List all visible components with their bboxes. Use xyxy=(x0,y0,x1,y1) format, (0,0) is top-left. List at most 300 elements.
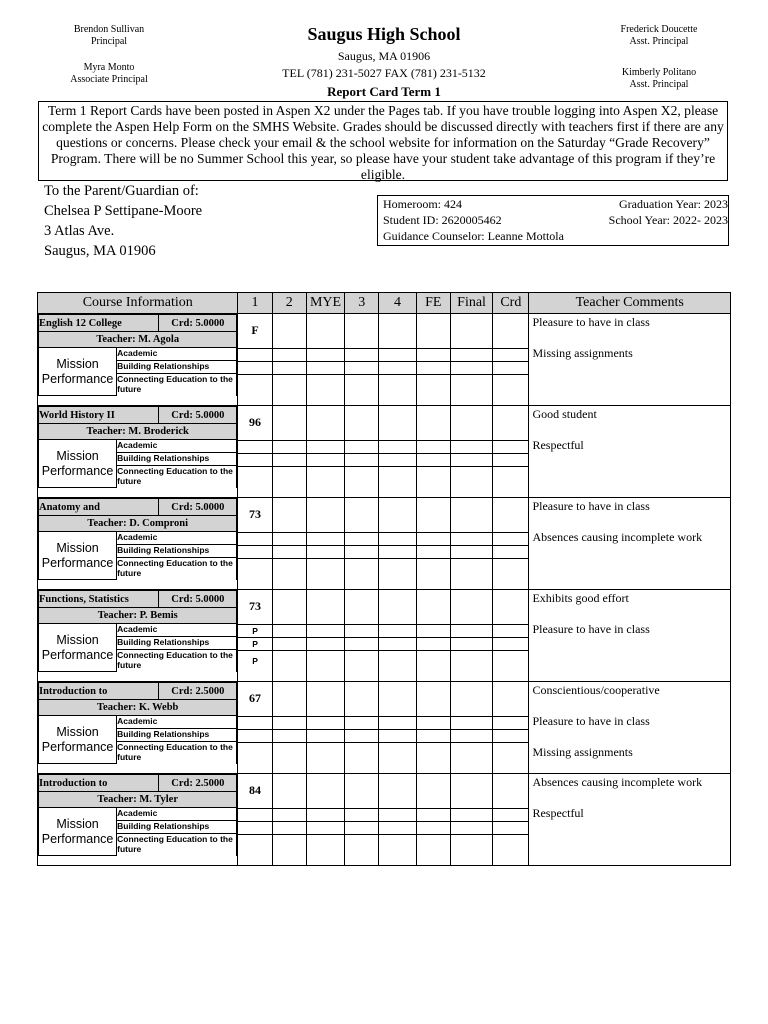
course-info-cell xyxy=(38,682,238,774)
grade-cell xyxy=(416,590,450,682)
mission-relationships-value xyxy=(273,637,306,650)
domain-building-relationships: Building Relationships xyxy=(117,637,237,650)
official-name: Frederick Doucette xyxy=(620,24,698,35)
mission-connecting-value xyxy=(273,742,306,764)
grade-cell xyxy=(379,774,416,866)
grade-cell xyxy=(306,406,344,498)
column-header: Course Information xyxy=(38,293,238,314)
mission-academic-value xyxy=(379,348,415,361)
course-credits: Crd: 2.5000 xyxy=(159,775,237,792)
mission-relationships-value xyxy=(238,453,271,466)
mission-relationships-value xyxy=(493,637,528,650)
grade-value xyxy=(307,498,344,532)
grade-value xyxy=(379,406,415,440)
grade-cell xyxy=(493,774,529,866)
mission-connecting-value xyxy=(451,466,492,488)
course-teacher: Teacher: M. Tyler xyxy=(39,792,237,808)
grade-value xyxy=(451,406,492,440)
school-year: School Year: 2022- 2023 xyxy=(608,213,728,227)
course-name: Anatomy and xyxy=(39,499,159,516)
mission-connecting-value xyxy=(238,374,271,396)
mission-relationships-value xyxy=(379,821,415,834)
official-name: Myra Monto xyxy=(83,62,135,73)
grade-cell xyxy=(493,314,529,406)
grade-value xyxy=(345,774,378,808)
teacher-comment: Respectful xyxy=(532,806,584,820)
course-teacher: Teacher: D. Comproni xyxy=(39,516,237,532)
mission-academic-value xyxy=(273,716,306,729)
mission-connecting-value xyxy=(417,466,450,488)
course-row xyxy=(38,774,731,866)
course-credits: Crd: 2.5000 xyxy=(159,683,237,700)
principal-block xyxy=(54,24,164,48)
column-header: Crd xyxy=(493,293,529,314)
grade-value: 84 xyxy=(238,774,271,808)
mission-relationships-value xyxy=(238,729,271,742)
course-credits: Crd: 5.0000 xyxy=(159,499,237,516)
course-teacher: Teacher: P. Bemis xyxy=(39,608,237,624)
column-header: MYE xyxy=(306,293,344,314)
mission-academic-value xyxy=(379,440,415,453)
grade-value xyxy=(451,774,492,808)
mission-relationships-value xyxy=(417,729,450,742)
grade-cell xyxy=(493,498,529,590)
mission-connecting-value xyxy=(379,650,415,672)
mission-academic-value xyxy=(238,440,271,453)
student-id: Student ID: 2620005462 xyxy=(383,213,502,227)
domain-connecting-education: Connecting Education to the future xyxy=(117,374,237,396)
guidance-counselor: Guidance Counselor: Leanne Mottola xyxy=(383,229,564,243)
mission-academic-value xyxy=(307,532,344,545)
mission-connecting-value xyxy=(345,466,378,488)
mission-connecting-value xyxy=(379,558,415,580)
mission-connecting-value xyxy=(451,834,492,856)
official-name: Brendon Sullivan xyxy=(73,24,145,35)
mission-relationships-value xyxy=(379,545,415,558)
mission-relationships-value xyxy=(451,545,492,558)
mission-relationships-value xyxy=(493,545,528,558)
mission-connecting-value xyxy=(451,374,492,396)
course-row xyxy=(38,590,731,682)
city-address: Saugus, MA 01906 xyxy=(44,243,156,259)
teacher-comments-cell xyxy=(529,498,731,590)
mission-connecting-value xyxy=(493,742,528,764)
mission-relationships-value xyxy=(273,545,306,558)
column-header: 1 xyxy=(238,293,272,314)
teacher-comments-cell xyxy=(529,590,731,682)
course-info-cell xyxy=(38,774,238,866)
course-row xyxy=(38,406,731,498)
teacher-comments-cell xyxy=(529,682,731,774)
mission-relationships-value xyxy=(417,637,450,650)
grade-value xyxy=(307,314,344,348)
column-header: 4 xyxy=(379,293,416,314)
mission-relationships-value xyxy=(379,729,415,742)
mission-academic-value xyxy=(417,624,450,637)
grade-cell xyxy=(272,498,306,590)
course-info-cell xyxy=(38,314,238,406)
course-credits: Crd: 5.0000 xyxy=(159,407,237,424)
domain-academic: Academic xyxy=(117,716,237,729)
grade-value xyxy=(417,682,450,716)
grade-cell xyxy=(450,406,492,498)
mission-connecting-value xyxy=(307,466,344,488)
mission-academic-value xyxy=(273,348,306,361)
mission-academic-value xyxy=(379,808,415,821)
grade-value xyxy=(345,682,378,716)
grade-value xyxy=(307,590,344,624)
mission-connecting-value xyxy=(273,466,306,488)
mission-relationships-value xyxy=(273,453,306,466)
mission-academic-value xyxy=(379,532,415,545)
mission-relationships-value xyxy=(238,545,271,558)
mission-academic-value xyxy=(345,532,378,545)
grade-value xyxy=(273,406,306,440)
school-phone-fax: TEL (781) 231-5027 FAX (781) 231-5132 xyxy=(282,66,486,80)
grade-cell xyxy=(345,774,379,866)
course-row xyxy=(38,314,731,406)
grade-cell xyxy=(450,314,492,406)
mission-academic-value xyxy=(493,716,528,729)
mission-connecting-value xyxy=(493,558,528,580)
mission-relationships-value xyxy=(345,453,378,466)
teacher-comment: Pleasure to have in class xyxy=(532,499,650,513)
mission-relationships-value xyxy=(379,453,415,466)
mission-academic-value xyxy=(451,532,492,545)
mission-relationships-value xyxy=(307,361,344,374)
mission-relationships-value xyxy=(345,821,378,834)
grade-value xyxy=(379,498,415,532)
teacher-comment: Exhibits good effort xyxy=(532,591,629,605)
domain-academic: Academic xyxy=(117,532,237,545)
student-info-box xyxy=(377,195,729,246)
course-info-cell xyxy=(38,498,238,590)
course-name: World History II xyxy=(39,407,159,424)
mission-connecting-value xyxy=(417,374,450,396)
grade-cell xyxy=(379,406,416,498)
grade-cell xyxy=(345,406,379,498)
course-name: Functions, Statistics xyxy=(39,591,159,608)
graduation-year: Graduation Year: 2023 xyxy=(619,197,728,211)
teacher-comment: Absences causing incomplete work xyxy=(532,530,703,544)
mission-academic-value xyxy=(345,624,378,637)
homeroom: Homeroom: 424 xyxy=(383,197,462,211)
street-address: 3 Atlas Ave. xyxy=(44,223,115,239)
grade-value xyxy=(417,406,450,440)
teacher-comment: Respectful xyxy=(532,438,584,452)
mission-academic-value xyxy=(273,440,306,453)
grade-cell xyxy=(493,682,529,774)
table-header-row xyxy=(38,293,731,314)
grade-cell xyxy=(493,406,529,498)
grade-cell xyxy=(379,314,416,406)
mission-academic-value xyxy=(307,440,344,453)
mission-connecting-value xyxy=(493,650,528,672)
mission-relationships-value xyxy=(238,361,271,374)
mission-academic-value xyxy=(493,348,528,361)
mission-relationships-value xyxy=(307,637,344,650)
grades-table xyxy=(37,292,731,866)
mission-academic-value xyxy=(417,716,450,729)
mission-academic-value xyxy=(451,624,492,637)
grade-value xyxy=(493,314,528,348)
grade-cell xyxy=(345,682,379,774)
teacher-comment: Pleasure to have in class xyxy=(532,315,650,329)
grade-value xyxy=(273,682,306,716)
mission-relationships-value xyxy=(493,821,528,834)
associate-principal-block xyxy=(54,62,164,86)
grade-cell xyxy=(306,314,344,406)
column-header: Teacher Comments xyxy=(529,293,731,314)
mission-academic-value xyxy=(345,808,378,821)
column-header: FE xyxy=(416,293,450,314)
grade-value xyxy=(345,406,378,440)
grade-cell xyxy=(345,314,379,406)
mission-academic-value xyxy=(307,624,344,637)
mission-connecting-value xyxy=(379,466,415,488)
grade-value xyxy=(345,590,378,624)
mission-connecting-value xyxy=(307,742,344,764)
mission-relationships-value xyxy=(345,637,378,650)
mission-connecting-value xyxy=(273,834,306,856)
mission-relationships-value xyxy=(493,453,528,466)
mission-connecting-value xyxy=(273,374,306,396)
teacher-comments-cell xyxy=(529,406,731,498)
grade-value xyxy=(451,590,492,624)
course-info-cell xyxy=(38,590,238,682)
mission-relationships-value xyxy=(307,729,344,742)
grade-cell xyxy=(450,774,492,866)
grade-cell xyxy=(416,314,450,406)
mission-academic-value xyxy=(451,716,492,729)
official-name: Kimberly Politano xyxy=(621,67,697,78)
mission-connecting-value xyxy=(345,558,378,580)
course-credits: Crd: 5.0000 xyxy=(159,315,237,332)
mission-academic-value xyxy=(417,440,450,453)
grade-cell xyxy=(272,590,306,682)
mission-connecting-value xyxy=(379,374,415,396)
mission-connecting-value xyxy=(451,558,492,580)
grade-cell xyxy=(306,498,344,590)
mission-relationships-value xyxy=(273,361,306,374)
teacher-comment: Good student xyxy=(532,407,597,421)
mission-relationships-value xyxy=(451,361,492,374)
mission-relationships-value xyxy=(417,361,450,374)
grade-cell xyxy=(379,590,416,682)
grade-value xyxy=(273,590,306,624)
mission-relationships-value xyxy=(273,821,306,834)
mission-academic-value xyxy=(493,624,528,637)
grade-value xyxy=(345,498,378,532)
mission-academic-value: P xyxy=(238,624,271,637)
mission-academic-value xyxy=(379,624,415,637)
official-title: Associate Principal xyxy=(70,74,148,85)
mission-performance-label: Mission Performance xyxy=(39,440,117,488)
mission-relationships-value xyxy=(417,821,450,834)
mission-connecting-value xyxy=(379,834,415,856)
grade-value: F xyxy=(238,314,271,348)
mission-academic-value xyxy=(307,348,344,361)
grade-cell xyxy=(306,774,344,866)
teacher-comment: Pleasure to have in class xyxy=(532,714,650,728)
mission-connecting-value xyxy=(493,374,528,396)
grade-cell xyxy=(238,682,272,774)
mission-relationships-value xyxy=(345,545,378,558)
official-title: Asst. Principal xyxy=(629,79,689,90)
grade-cell xyxy=(379,498,416,590)
mission-connecting-value xyxy=(238,742,271,764)
grade-cell xyxy=(379,682,416,774)
mission-academic-value xyxy=(451,348,492,361)
column-header: Final xyxy=(450,293,492,314)
domain-building-relationships: Building Relationships xyxy=(117,361,237,374)
mission-connecting-value xyxy=(238,558,271,580)
mission-performance-label: Mission Performance xyxy=(39,532,117,580)
grade-value: 96 xyxy=(238,406,271,440)
mission-academic-value xyxy=(379,716,415,729)
mission-connecting-value xyxy=(345,374,378,396)
school-name: Saugus High School xyxy=(307,24,461,44)
asst-principal-block-2 xyxy=(604,67,714,91)
mission-relationships-value xyxy=(345,361,378,374)
grade-value xyxy=(345,314,378,348)
column-header: 3 xyxy=(345,293,379,314)
grade-cell xyxy=(272,682,306,774)
domain-academic: Academic xyxy=(117,624,237,637)
column-header: 2 xyxy=(272,293,306,314)
mission-relationships-value xyxy=(307,545,344,558)
grade-cell xyxy=(306,682,344,774)
mission-connecting-value xyxy=(451,742,492,764)
grade-value xyxy=(307,406,344,440)
grade-cell xyxy=(450,590,492,682)
mission-relationships-value xyxy=(417,453,450,466)
mission-relationships-value xyxy=(417,545,450,558)
mission-relationships-value xyxy=(493,729,528,742)
mission-connecting-value xyxy=(307,834,344,856)
mission-relationships-value xyxy=(451,729,492,742)
mission-academic-value xyxy=(238,808,271,821)
grade-value xyxy=(273,498,306,532)
course-credits: Crd: 5.0000 xyxy=(159,591,237,608)
official-title: Principal xyxy=(90,36,128,47)
grade-cell xyxy=(238,590,272,682)
mission-connecting-value xyxy=(379,742,415,764)
official-title: Asst. Principal xyxy=(629,36,689,47)
mission-relationships-value xyxy=(345,729,378,742)
grade-value xyxy=(417,590,450,624)
course-teacher: Teacher: M. Broderick xyxy=(39,424,237,440)
mission-academic-value xyxy=(493,532,528,545)
mission-academic-value xyxy=(417,348,450,361)
grade-value: 73 xyxy=(238,590,271,624)
mission-relationships-value xyxy=(307,821,344,834)
mission-connecting-value xyxy=(417,742,450,764)
mission-connecting-value xyxy=(493,834,528,856)
grade-cell xyxy=(450,682,492,774)
mission-academic-value xyxy=(307,808,344,821)
grade-value xyxy=(307,682,344,716)
grade-cell xyxy=(416,498,450,590)
mission-academic-value xyxy=(238,532,271,545)
grade-cell xyxy=(345,590,379,682)
grade-value xyxy=(493,406,528,440)
grade-value xyxy=(417,498,450,532)
mission-academic-value xyxy=(493,440,528,453)
domain-connecting-education: Connecting Education to the future xyxy=(117,558,237,580)
to-label: To the Parent/Guardian of: xyxy=(44,183,199,199)
mission-academic-value xyxy=(451,440,492,453)
mission-connecting-value xyxy=(238,834,271,856)
mission-connecting-value xyxy=(417,834,450,856)
mission-academic-value xyxy=(345,716,378,729)
mission-connecting-value xyxy=(307,558,344,580)
asst-principal-block-1 xyxy=(604,24,714,48)
mission-connecting-value xyxy=(417,650,450,672)
domain-connecting-education: Connecting Education to the future xyxy=(117,466,237,488)
grade-cell xyxy=(416,682,450,774)
mission-performance-label: Mission Performance xyxy=(39,808,117,856)
domain-academic: Academic xyxy=(117,808,237,821)
mission-relationships-value xyxy=(451,453,492,466)
mission-connecting-value: P xyxy=(252,656,258,667)
course-name: Introduction to xyxy=(39,683,159,700)
mission-connecting-value xyxy=(345,742,378,764)
grade-cell xyxy=(416,406,450,498)
mission-academic-value xyxy=(307,716,344,729)
course-name: English 12 College xyxy=(39,315,159,332)
mission-connecting-value xyxy=(345,650,378,672)
mission-connecting-value xyxy=(307,650,344,672)
parent-address-block xyxy=(44,181,202,261)
mission-performance-label: Mission Performance xyxy=(39,624,117,672)
mission-academic-value xyxy=(345,440,378,453)
grade-cell xyxy=(416,774,450,866)
grade-value xyxy=(379,774,415,808)
mission-relationships-value xyxy=(273,729,306,742)
teacher-comment: Missing assignments xyxy=(532,745,633,759)
domain-building-relationships: Building Relationships xyxy=(117,729,237,742)
mission-academic-value xyxy=(238,348,271,361)
grade-cell xyxy=(272,774,306,866)
grade-value xyxy=(417,314,450,348)
domain-building-relationships: Building Relationships xyxy=(117,545,237,558)
mission-academic-value xyxy=(451,808,492,821)
mission-academic-value xyxy=(273,532,306,545)
grade-value xyxy=(379,314,415,348)
domain-academic: Academic xyxy=(117,348,237,361)
grade-cell xyxy=(493,590,529,682)
course-name: Introduction to xyxy=(39,775,159,792)
grade-cell xyxy=(345,498,379,590)
mission-academic-value xyxy=(238,716,271,729)
notice-box: Term 1 Report Cards have been posted in Aspen X2 under the Pages tab. If you have trouble logging into Aspen X2, please complete the Aspen Help Form on the SMHS Website. Grades should be discussed directly with teachers first if there are any questions or concerns. Please check your email & the school website for information on the Saturday “Grade Recovery” Program. There will be no Summer School this year, so please have your student take advantage of this program if they’re eligible. xyxy=(38,101,728,181)
domain-building-relationships: Building Relationships xyxy=(117,821,237,834)
mission-performance-label: Mission Performance xyxy=(39,716,117,764)
grade-value xyxy=(379,682,415,716)
mission-connecting-value xyxy=(273,558,306,580)
mission-academic-value xyxy=(493,808,528,821)
grade-cell xyxy=(238,406,272,498)
mission-connecting-value xyxy=(307,374,344,396)
mission-academic-value xyxy=(273,624,306,637)
mission-connecting-value xyxy=(345,834,378,856)
school-address: Saugus, MA 01906 xyxy=(337,49,431,63)
student-name: Chelsea P Settipane-Moore xyxy=(44,203,203,219)
domain-connecting-education: Connecting Education to the future xyxy=(117,742,237,764)
mission-relationships-value xyxy=(379,637,415,650)
grade-cell xyxy=(450,498,492,590)
